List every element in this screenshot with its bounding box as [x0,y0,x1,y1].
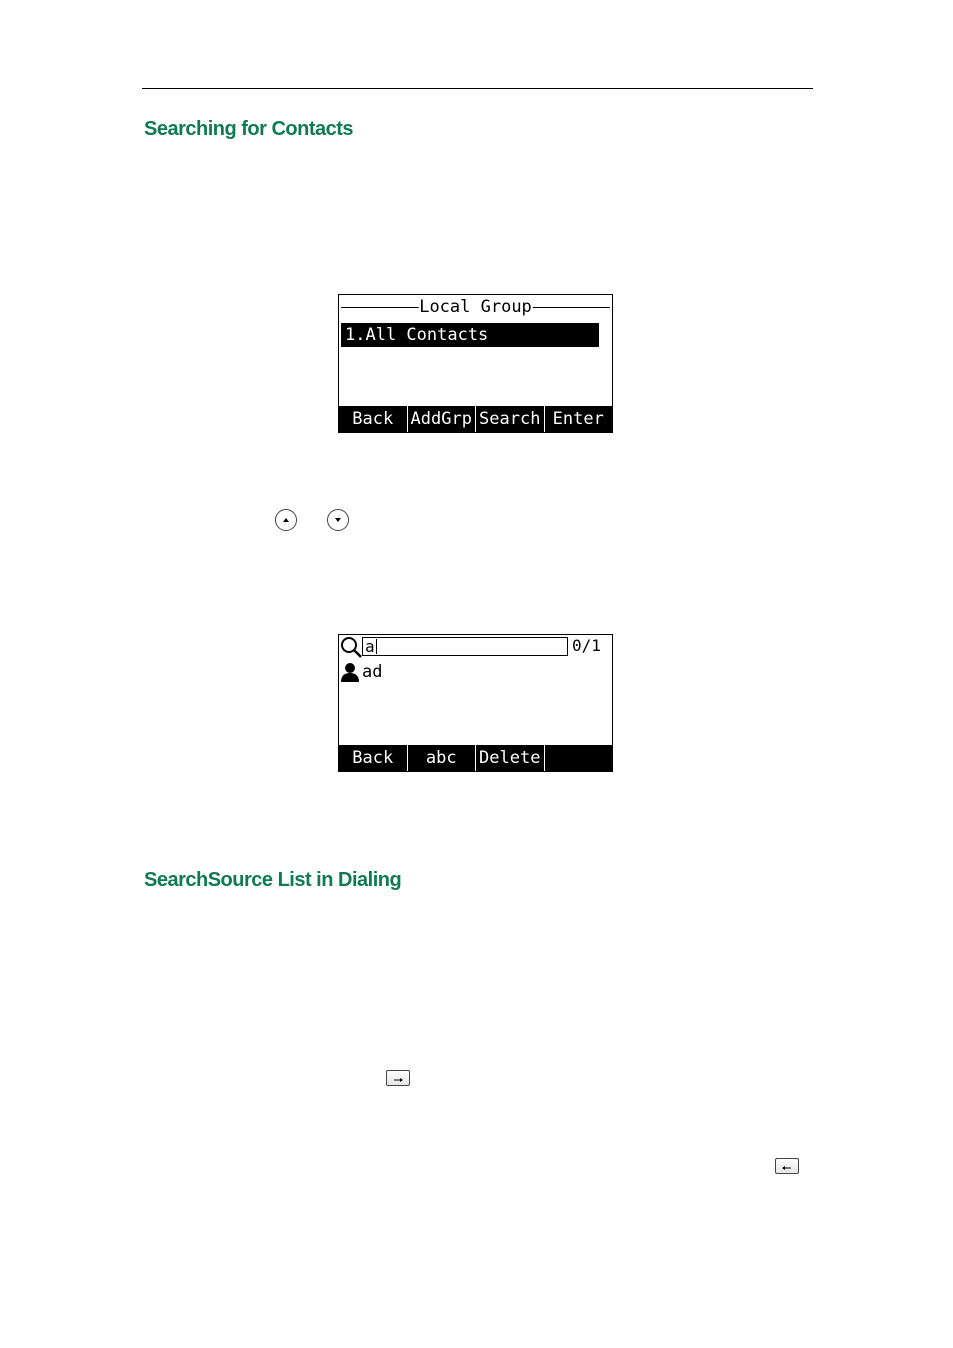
phone-screen-local-group [338,294,613,433]
list-item-all-contacts[interactable]: 1.All Contacts [341,323,599,347]
search-input[interactable] [362,637,568,656]
contact-person-icon [340,662,360,682]
softkey-back[interactable]: Back [339,406,408,432]
softkey-delete[interactable]: Delete [476,745,545,771]
contact-name: ad [362,662,383,682]
softkey-back[interactable]: Back [339,745,408,771]
phone-screen-search [338,634,613,772]
up-arrow-key-icon [275,509,297,531]
softkey-addgrp[interactable]: AddGrp [408,406,477,432]
result-count: 0/1 [572,636,601,655]
softkey-empty [545,745,613,771]
header-rule [142,88,813,89]
softkey-abc[interactable]: abc [408,745,477,771]
search-row [339,635,612,659]
softkey-bar [339,745,612,771]
softkey-enter[interactable]: Enter [552,409,604,429]
section-heading-search-source: SearchSource List in Dialing [144,869,402,891]
search-value: a [365,637,375,656]
text-cursor [376,639,377,654]
softkey-bar [339,406,612,432]
down-arrow-key-icon [327,509,349,531]
right-arrow-key-icon [386,1070,410,1086]
section-heading-searching-contacts: Searching for Contacts [144,118,354,140]
magnifier-icon [340,636,362,658]
softkey-search[interactable]: Search [476,406,545,432]
screen-title: Local Group [419,297,532,317]
screen-title-bar [339,297,612,317]
left-arrow-key-icon [775,1158,799,1174]
